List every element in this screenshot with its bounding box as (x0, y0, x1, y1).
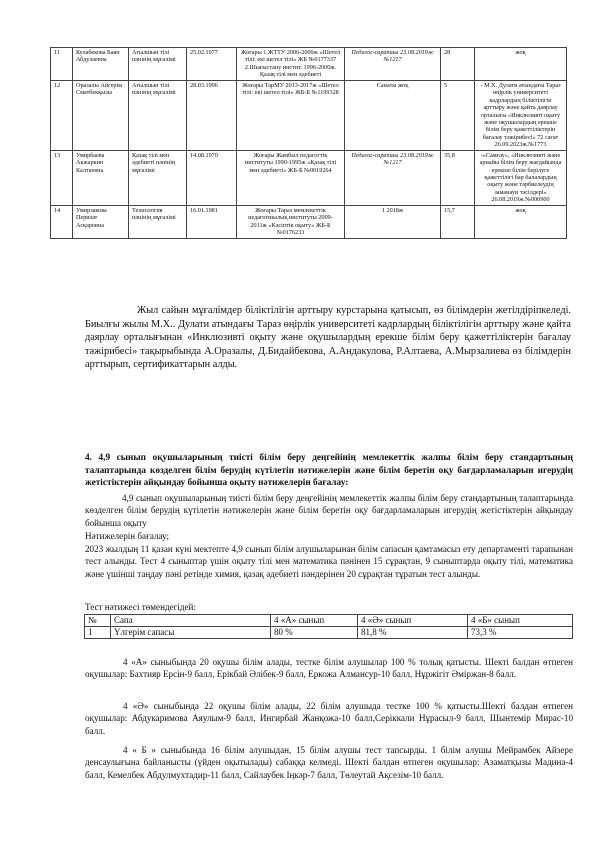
test-paragraph: 2023 жылдың 11 қазан күні мектепте 4,9 сынып білім алушыларынан білім сапасын қамтамасыз ету департаменті тарапынан тест алынды. Тест 4 сыныптар үшін оқыту тілі мен математика пәнінен 15 сұрақтан, 9 сыныптарда оқыту тілі, математика және үшінші таңдау пәні ретінде химия, қазақ әдебиеті пәндерінен 20 сұрақтан тұратын тест алынды. (85, 544, 573, 579)
results-cell: 73,3 % (468, 627, 573, 639)
class-a-paragraph: 4 «А» сыныбында 20 оқушы білім алады, тестке білім алушылар 100 % толық қатысты. Шекті балдан өтпеген оқушылар: Бахтияр Ерсін-9 балл, Ерікбай Әлібек-9 балл, Еркожа Алмансур-10 балл, Нұржігіт Әміржан-8 балл. (85, 657, 573, 680)
staff-cell-experience: 15,7 (441, 205, 475, 238)
staff-cell-category: Педагог-сарапшы 23.08.2019ж №1217 (345, 150, 441, 205)
staff-cell-name: Умирзакова Перизат Асқаровна (73, 205, 129, 238)
results-header-row (85, 615, 573, 627)
staff-cell-position: Қазақ тілі мен әдебиеті пәнінің мұғалімі (129, 150, 187, 205)
results-header-cell: Сапа (111, 615, 271, 627)
staff-cell-category: Педагог-сарапшы 23.08.2019ж №1217 (345, 48, 441, 81)
staff-row (51, 150, 567, 205)
results-cell: 80 % (271, 627, 358, 639)
staff-cell-birth: 28.03.1996 (187, 80, 237, 150)
staff-cell-birth: 14.08.1970 (187, 150, 237, 205)
results-header-cell: № (85, 615, 111, 627)
staff-cell-name: Умирбаева Акжаркин Калтаевна (73, 150, 129, 205)
results-label: Нәтижелерін бағалау; (85, 531, 170, 541)
staff-cell-birth: 25.02.1977 (187, 48, 237, 81)
section-heading: 4. 4,9 сынып оқушыларының тиісті білім беру деңгейінің мемлекеттік жалпы білім беру стандартының талаптарында көзделген білім берудің күтілетін нәтижелерін және білім беретін оқу бағдарламаларын игерудің жетістіктерін айқындау бойынша оқыту нәтижелерін бағалау: (85, 453, 573, 489)
staff-cell-category: Санаты жоқ (345, 80, 441, 150)
results-table (84, 614, 573, 639)
staff-cell-category: 1 2018ж (345, 205, 441, 238)
courses-paragraph: Жыл сайын мұғалімдер біліктілігін арттыру курстарына қатысып, өз білімдерін жетілдіріпкеледі. Биылғы жылы М.Х.. Дулати атындағы Тараз өңірлік университеті кадрлардың біліктілігін арттыру және қайта даярлау орталығынан «Инклюзивті оқыту және оқушылардың ерекше білім беру қажеттіліктерін бағалау тәжірибесі» тақырыбында А.Оразалы, Д.Бидайбекова, А.Андакулова, Р.Алтаева, А.Мырзалиева өз білімдерін арттырып, сертификаттарын алды. (85, 305, 571, 370)
staff-cell-no: 13 (51, 150, 73, 205)
staff-table (50, 47, 567, 239)
staff-cell-education: Жоғары 1.ЖТТУ 2006-2009ж «Шетел тілі: екі шетел тілі» ЖБ №0177337 2.Шығыстану инстит. 1996-2000ж. Қазақ тілі мен әдебиеті (237, 48, 345, 81)
staff-cell-birth: 16.01.1981 (187, 205, 237, 238)
staff-cell-experience: 35,8 (441, 150, 475, 205)
results-header-cell: 4 «А» сынып (271, 615, 358, 627)
staff-cell-courses: жоқ (475, 205, 567, 238)
staff-cell-experience: 28 (441, 48, 475, 81)
results-row (85, 627, 573, 639)
test-results-label: Тест нәтижесі төмендегідей: (85, 602, 196, 612)
staff-cell-no: 11 (51, 48, 73, 81)
staff-cell-position: Ағылшын тілі пәнінің мұғалімі (129, 48, 187, 81)
staff-cell-experience: 5 (441, 80, 475, 150)
class-ae-paragraph: 4 «Ә» сыныбында 22 оқушы білім алады, 22 білім алушыда тестке 100 % қатысты.Шекті балдан өтпеген оқушылар: Абдукаримова Аяулым-9 балл, Ингирбай Жанқожа-10 балл,Серіккали Нұрасыл-9 балл, Шынтемір Мирас-10 балл. (85, 701, 573, 736)
class-b-paragraph: 4 « Б » сыныбында 16 білім алушыдан, 15 білім алушы тест тапсырды. 1 білім алушы Мейрамбек Айзере денсаулығына байланысты (үйден оқытылады) сабаққа келмеді. Шекті балдан өтпеген оқушылар: Азаматқызы Мадина-4 балл, Кемелбек Абдулмухтадир-11 балл, Сайлаубек Іңкәр-7 балл, Төлеутай Ақсезім-10 балл. (85, 745, 573, 780)
section-intro: 4,9 сынып оқушыларының тиісті білім беру деңгейінің мемлекеттік жалпы білім беру стандартының талаптарында көзделген білім берудің күтілетін нәтижелерін және білім беретін оқу бағдарламаларын игерудің жетістіктерін айқындау бойынша оқыту (85, 493, 573, 528)
staff-cell-courses: - М.Х. Дулати атындағы Тараз өңірлік университеті кадрлардың біліктілігін арттыру және қайта даярлау орталығы «Инклюзивті оқыту және оқушылардың ерекше білім беру қажеттіліктерін бағалау тәжірибесі» 72 сағат 26.09.2023ж.№1773 (475, 80, 567, 150)
staff-cell-position: Ағылшын тілі пәнінің мұғалімі (129, 80, 187, 150)
staff-cell-name: Кулабекова Баян Абдулаевна (73, 48, 129, 81)
staff-cell-no: 12 (51, 80, 73, 150)
staff-row (51, 205, 567, 238)
results-cell: Үлгерім сапасы (111, 627, 271, 639)
results-cell: 1 (85, 627, 111, 639)
staff-cell-education: Жоғары ТарМУ 2013-2017ж «Шетел тілі: екі шетел тілі» ЖБ-Б №1199328 (237, 80, 345, 150)
staff-cell-name: Оразалы Айгерім Сматбекқызы (73, 80, 129, 150)
results-header-cell: 4 «Ә» сынып (358, 615, 468, 627)
staff-cell-courses: жоқ (475, 48, 567, 81)
results-cell: 81,8 % (358, 627, 468, 639)
staff-row (51, 80, 567, 150)
staff-cell-no: 14 (51, 205, 73, 238)
staff-row (51, 48, 567, 81)
staff-cell-education: Жоғары Жамбыл педагогтік институты 1990-1995ж «Қазақ тілі мен әдебиеті» ЖБ-Б №0019264 (237, 150, 345, 205)
staff-cell-courses: -«Самғау», «Инклюзивті және арнайы білім беру жағдайында ерекше білім берілуге қажеттілігі бар балалардың оқыту және тәрбиелеудің заманауи тәсілдері» 26.08.2019ж.№000900 (475, 150, 567, 205)
results-header-cell: 4 «Б» сынып (468, 615, 573, 627)
staff-cell-position: Технология пәнінің мұғалімі (129, 205, 187, 238)
staff-cell-education: Жоғары Тараз мемлекеттік педагогикалық институты 2009-2011ж «Кәсіптік оқыту» ЖБ-Б №0176233 (237, 205, 345, 238)
